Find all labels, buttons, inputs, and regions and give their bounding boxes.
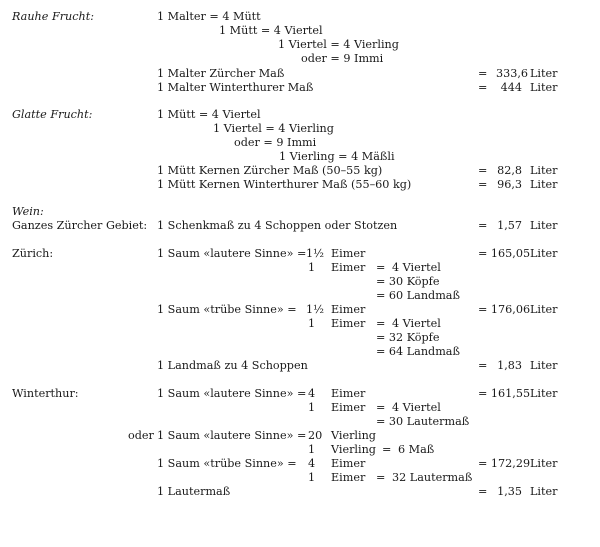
zurich-saum-1-qty: 1½ — [306, 247, 324, 260]
winterthur-saum-2-vierling-unit: Vierling — [331, 443, 376, 456]
zurich-saum-2-unit: Eimer — [331, 303, 366, 316]
rauhe-line-1: 1 Malter = 4 Mütt — [157, 10, 261, 23]
rauhe-frucht-heading: Rauhe Frucht: — [12, 10, 94, 23]
zurich-saum-1-landmass: = 60 Landmaß — [376, 289, 460, 302]
winterthur-saum-1-label: 1 Saum «lautere Sinne» = — [157, 387, 307, 400]
zurich-saum-2-kopfe: = 32 Köpfe — [376, 331, 440, 344]
rauhe-result-1-label: 1 Malter Zürcher Maß — [157, 67, 285, 80]
winterthur-saum-2-vierling-one: 1 — [308, 443, 316, 456]
winterthur-saum-3-eimer-eq: = — [376, 471, 386, 484]
zurich-saum-2-qty: 1½ — [306, 303, 324, 316]
winterthur-saum-1-eimer-unit: Eimer — [331, 401, 366, 414]
glatte-line-3: oder = 9 Immi — [234, 136, 317, 149]
zurich-saum-1-eimer-unit: Eimer — [331, 261, 366, 274]
rauhe-result-2-label: 1 Malter Winterthurer Maß — [157, 81, 314, 94]
ganzes-gebiet-eq: = — [478, 219, 488, 232]
winterthur-saum-2-label: 1 Saum «lautere Sinne» = — [157, 429, 307, 442]
rauhe-result-2-value: 444 — [500, 81, 522, 94]
glatte-result-1-value: 82,8 — [497, 164, 522, 177]
zurich-saum-2-eimer-eq: = — [376, 317, 386, 330]
winterthur-saum-3-eimer-result: 32 Lautermaß — [392, 471, 473, 484]
winterthur-saum-2-qty: 20 — [308, 429, 323, 442]
winterthur-saum-1-lautermass: = 30 Lautermaß — [376, 415, 470, 428]
glatte-result-2-label: 1 Mütt Kernen Winterthurer Maß (55–60 kg) — [157, 178, 412, 191]
winterthur-saum-1-unit: Eimer — [331, 387, 366, 400]
zurich-saum-1-liter: Liter — [530, 247, 558, 260]
zurich-saum-2-eimer-result: 4 Viertel — [392, 317, 441, 330]
zurich-saum-2-liter: Liter — [530, 303, 558, 316]
winterthur-lautermass-label: 1 Lautermaß — [157, 485, 231, 498]
zurich-saum-1-eimer-eq: = — [376, 261, 386, 274]
winterthur-saum-2-unit: Vierling — [331, 429, 376, 442]
winterthur-oder: oder — [128, 429, 154, 442]
zurich-saum-1-label: 1 Saum «lautere Sinne» = — [157, 247, 307, 260]
zurich-saum-2-value: = 176,06 — [478, 303, 531, 316]
zurich-saum-1-eimer-result: 4 Viertel — [392, 261, 441, 274]
ganzes-gebiet-unit: Liter — [530, 219, 558, 232]
zurich-saum-1-eimer-one: 1 — [308, 261, 316, 274]
winterthur-saum-1-value: = 161,55 — [478, 387, 531, 400]
winterthur-saum-3-unit: Eimer — [331, 457, 366, 470]
winterthur-saum-1-eimer-one: 1 — [308, 401, 316, 414]
winterthur-lautermass-unit: Liter — [530, 485, 558, 498]
glatte-result-2-unit: Liter — [530, 178, 558, 191]
rauhe-line-2: 1 Mütt = 4 Viertel — [219, 24, 323, 37]
zurich-landmass-eq: = — [478, 359, 488, 372]
rauhe-result-2-unit: Liter — [530, 81, 558, 94]
winterthur-lautermass-eq: = — [478, 485, 488, 498]
glatte-result-1-label: 1 Mütt Kernen Zürcher Maß (50–55 kg) — [157, 164, 383, 177]
winterthur-saum-1-liter: Liter — [530, 387, 558, 400]
zurich-landmass-value: 1,83 — [497, 359, 522, 372]
winterthur-lautermass-value: 1,35 — [497, 485, 522, 498]
glatte-result-2-value: 96,3 — [497, 178, 522, 191]
rauhe-result-2-eq: = — [478, 81, 488, 94]
glatte-frucht-heading: Glatte Frucht: — [12, 108, 93, 121]
winterthur-saum-3-eimer-unit: Eimer — [331, 471, 366, 484]
winterthur-saum-3-eimer-one: 1 — [308, 471, 316, 484]
rauhe-result-1-value: 333,6 — [496, 67, 529, 80]
zurich-landmass-unit: Liter — [530, 359, 558, 372]
glatte-result-1-eq: = — [478, 164, 488, 177]
rauhe-result-1-unit: Liter — [530, 67, 558, 80]
winterthur-saum-3-qty: 4 — [308, 457, 316, 470]
ganzes-gebiet-label: Ganzes Zürcher Gebiet: — [12, 219, 148, 232]
zurich-saum-2-eimer-unit: Eimer — [331, 317, 366, 330]
rauhe-line-3: 1 Viertel = 4 Vierling — [278, 38, 399, 51]
zurich-saum-1-value: = 165,05 — [478, 247, 531, 260]
ganzes-gebiet-text: 1 Schenkmaß zu 4 Schoppen oder Stotzen — [157, 219, 398, 232]
glatte-line-2: 1 Viertel = 4 Vierling — [213, 122, 334, 135]
ganzes-gebiet-value: 1,57 — [497, 219, 522, 232]
zurich-label: Zürich: — [12, 247, 54, 260]
zurich-saum-2-landmass: = 64 Landmaß — [376, 345, 460, 358]
rauhe-line-4: oder = 9 Immi — [301, 52, 384, 65]
winterthur-label: Winterthur: — [12, 387, 79, 400]
glatte-result-2-eq: = — [478, 178, 488, 191]
zurich-saum-2-label: 1 Saum «trübe Sinne» = — [157, 303, 297, 316]
glatte-line-1: 1 Mütt = 4 Viertel — [157, 108, 261, 121]
zurich-saum-1-kopfe: = 30 Köpfe — [376, 275, 440, 288]
winterthur-saum-3-value: = 172,29 — [478, 457, 531, 470]
rauhe-result-1-eq: = — [478, 67, 488, 80]
winterthur-saum-2-vierling-result: 6 Maß — [398, 443, 435, 456]
wein-heading: Wein: — [12, 205, 44, 218]
glatte-line-4: 1 Vierling = 4 Mäßli — [279, 150, 395, 163]
glatte-result-1-unit: Liter — [530, 164, 558, 177]
winterthur-saum-3-liter: Liter — [530, 457, 558, 470]
winterthur-saum-1-qty: 4 — [308, 387, 316, 400]
zurich-saum-1-unit: Eimer — [331, 247, 366, 260]
winterthur-saum-3-label: 1 Saum «trübe Sinne» = — [157, 457, 297, 470]
winterthur-saum-1-eimer-eq: = — [376, 401, 386, 414]
zurich-landmass-label: 1 Landmaß zu 4 Schoppen — [157, 359, 308, 372]
winterthur-saum-1-eimer-result: 4 Viertel — [392, 401, 441, 414]
zurich-saum-2-eimer-one: 1 — [308, 317, 316, 330]
winterthur-saum-2-vierling-eq: = — [382, 443, 392, 456]
